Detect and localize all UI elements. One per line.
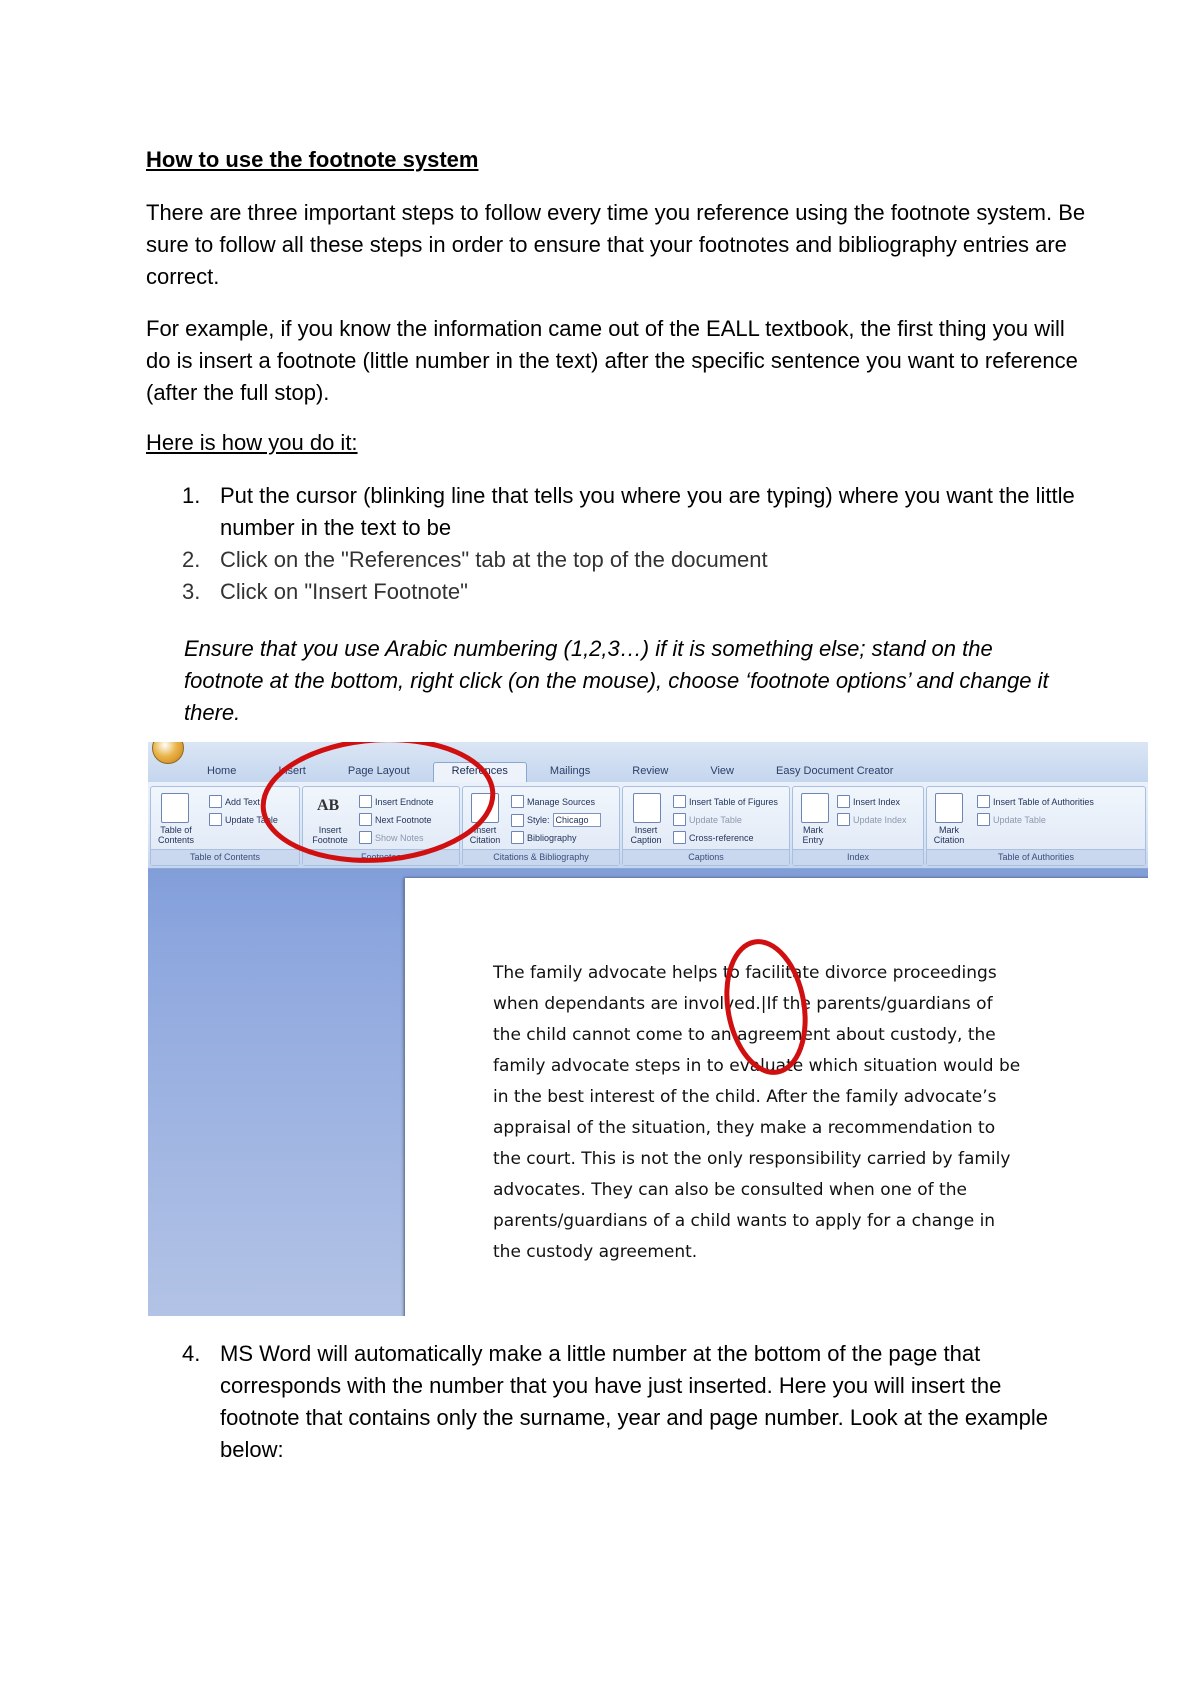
table-of-authorities-icon [977,795,990,808]
mark-citation-button[interactable]: Mark Citation [933,825,965,845]
group-label: Captions [623,849,789,865]
group-captions [622,786,790,866]
tab-page-layout[interactable]: Page Layout [347,765,410,777]
table-of-figures-icon [673,795,686,808]
howto-heading: Here is how you do it: [146,430,358,455]
bibliography-button[interactable]: Bibliography [511,831,577,844]
group-label: Index [793,849,923,865]
list-item [146,480,1086,544]
add-text-icon [209,795,222,808]
example-paragraph: For example, if you know the information came out of the EALL textbook, the first thing you will do is insert a footnote (little number in the text) after the specific sentence you want to reference (after the full stop). [146,316,1078,405]
list-item [146,576,1086,608]
style-icon [511,814,524,827]
list-item [146,544,1086,576]
doc-line: in the best interest of the child. After the family advocate’s [493,1087,997,1107]
tab-insert[interactable]: Insert [278,765,306,777]
manage-sources-button[interactable]: Manage Sources [511,795,595,808]
sample-document-text [493,958,1053,1268]
word-screenshot [148,742,1148,1316]
doc-line: advocates. They can also be consulted when one of the [493,1180,967,1200]
insert-caption-icon [633,793,661,823]
doc-line: the custody agreement. [493,1242,698,1262]
step-number: 3. [182,579,201,604]
doc-line: family advocate steps in to evaluate which situation would be [493,1056,1021,1076]
group-footnotes [302,786,460,866]
group-table-of-authorities [926,786,1146,866]
step-4 [146,1338,1086,1466]
step-text: Put the cursor (blinking line that tells you where you are typing) where you want the little number in the text to be [220,483,1075,540]
step-text: Click on the "References" tab at the top of the document [220,547,768,572]
mark-entry-button[interactable]: Mark Entry [802,825,824,845]
group-citations [462,786,620,866]
insert-endnote-button[interactable]: Insert Endnote [359,795,434,808]
doc-line: when dependants are involved.|If the parents/guardians of [493,994,993,1014]
group-label: Table of Authorities [927,849,1145,865]
insert-caption-button[interactable]: Insert Caption [630,825,662,845]
ribbon-tab-bar [148,742,1148,783]
step-text: Click on "Insert Footnote" [220,579,468,604]
insert-table-of-authorities-button[interactable]: Insert Table of Authorities [977,795,1094,808]
doc-line: the court. This is not the only responsibility carried by family [493,1149,1011,1169]
authorities-update-table-button[interactable]: Update Table [977,813,1046,826]
mark-citation-icon [935,793,963,823]
insert-citation-icon [471,793,499,823]
mark-entry-icon [801,793,829,823]
insert-endnote-icon [359,795,372,808]
cross-reference-button[interactable]: Cross-reference [673,831,754,844]
style-dropdown[interactable]: Chicago [553,813,601,827]
insert-footnote-button[interactable]: Insert Footnote [312,825,348,845]
ribbon-tabs [188,762,912,782]
show-notes-button[interactable]: Show Notes [359,831,424,844]
step-number: 1. [182,483,201,508]
update-table-icon [209,813,222,826]
tab-home[interactable]: Home [207,765,237,777]
steps-list [146,480,1086,608]
tab-references[interactable]: References [433,762,527,782]
office-button-icon [152,742,184,764]
next-footnote-button[interactable]: Next Footnote [359,813,432,826]
update-table-icon [673,813,686,826]
group-label: Footnotes [303,849,459,865]
tab-view[interactable]: View [710,765,734,777]
group-table-of-contents [150,786,300,866]
ribbon-body [148,782,1148,869]
insert-index-icon [837,795,850,808]
list-item [146,1338,1086,1466]
doc-line: appraisal of the situation, they make a recommendation to [493,1118,996,1138]
update-table-icon [977,813,990,826]
update-index-icon [837,813,850,826]
show-notes-icon [359,831,372,844]
numbering-note: Ensure that you use Arabic numbering (1,2,3…) if it is something else; stand on the footnote at the bottom, right click (on the mouse), choose ‘footnote options’ and change it there. [184,636,1049,725]
tab-mailings[interactable]: Mailings [549,765,591,777]
add-text-button[interactable]: Add Text [209,795,260,808]
manage-sources-icon [511,795,524,808]
intro-paragraph: There are three important steps to follow every time you reference using the footnote system. Be sure to follow all these steps in order to ensure that your footnotes and bibliography entries are correct. [146,200,1086,289]
update-index-button[interactable]: Update Index [837,813,907,826]
next-footnote-icon [359,813,372,826]
bibliography-icon [511,831,524,844]
step-number: 2. [182,547,201,572]
step-number: 4. [182,1341,201,1366]
tab-review[interactable]: Review [632,765,669,777]
doc-line: the child cannot come to an agreement about custody, the [493,1025,996,1045]
group-label: Table of Contents [151,849,299,865]
insert-index-button[interactable]: Insert Index [837,795,900,808]
group-index [792,786,924,866]
doc-line: The family advocate helps to facilitate divorce proceedings [493,963,997,983]
doc-line: parents/guardians of a child wants to apply for a change in [493,1211,996,1231]
cross-reference-icon [673,831,686,844]
insert-footnote-icon: AB [317,797,340,814]
update-table-button[interactable]: Update Table [209,813,278,826]
group-label: Citations & Bibliography [463,849,619,865]
captions-update-table-button[interactable]: Update Table [673,813,742,826]
table-of-contents-button[interactable]: Table of Contents [157,825,195,845]
style-selector[interactable]: Style: Chicago [511,813,601,827]
step-text: MS Word will automatically make a little number at the bottom of the page that corresponds with the number that you have just inserted. Here you will insert the footnote that contains only the surname, year and page number. Look at the example below: [220,1341,1048,1462]
page-title: How to use the footnote system [146,147,479,172]
tab-easy-document-creator[interactable]: Easy Document Creator [776,765,894,777]
insert-citation-button[interactable]: Insert Citation [469,825,501,845]
insert-table-of-figures-button[interactable]: Insert Table of Figures [673,795,778,808]
word-document-page [404,878,1148,1316]
table-of-contents-icon [161,793,189,823]
